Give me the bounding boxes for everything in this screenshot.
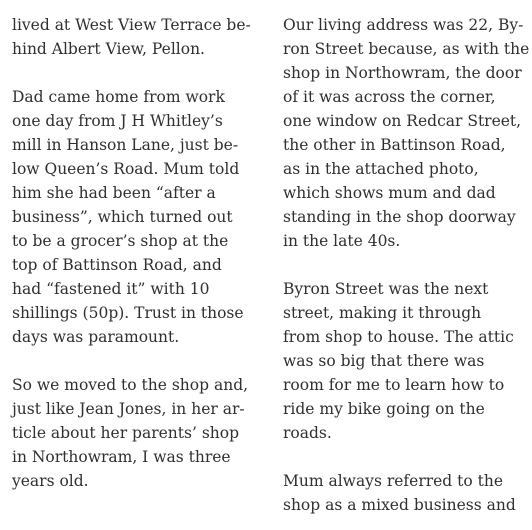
paragraph	[283, 13, 530, 253]
text-line: Dad came home from work	[12, 88, 225, 106]
text-line: ticle about her parents’ shop	[12, 424, 240, 442]
text-line: as in the attached photo,	[283, 160, 479, 178]
right-column	[283, 13, 530, 530]
text-line: years old.	[12, 472, 89, 490]
text-line: room for me to learn how to	[283, 376, 505, 394]
paragraph	[12, 373, 256, 493]
text-line: in the late 40s.	[283, 232, 401, 250]
text-line: shop in Northowram, the door	[283, 64, 522, 82]
paragraph	[12, 85, 256, 349]
text-line: just like Jean Jones, in her ar-	[12, 400, 245, 418]
text-line: one window on Redcar Street,	[283, 112, 522, 130]
text-line: street, making it through	[283, 304, 482, 322]
text-line: days was paramount.	[12, 328, 180, 346]
text-line: Mum always referred to the	[283, 472, 504, 490]
text-line: in Northowram, I was three	[12, 448, 231, 466]
text-line: the other in Battinson Road,	[283, 136, 506, 154]
left-column	[12, 13, 256, 517]
text-line: shop as a mixed business and	[283, 496, 516, 514]
text-line: So we moved to the shop and,	[12, 376, 249, 394]
text-line: one day from J H Whitley’s	[12, 112, 223, 130]
paragraph	[283, 469, 527, 517]
paragraph	[283, 277, 527, 445]
text-line: shillings (50p). Trust in those	[12, 304, 244, 322]
text-line: hind Albert View, Pellon.	[12, 40, 205, 58]
text-line: standing in the shop doorway	[283, 208, 516, 226]
paragraph	[12, 13, 256, 61]
text-line: roads.	[283, 424, 332, 442]
text-line: to be a grocer’s shop at the	[12, 232, 229, 250]
text-line: lived at West View Terrace be-	[12, 16, 251, 34]
text-line: ride my bike going on the	[283, 400, 485, 418]
text-line: Our living address was 22, By-	[283, 16, 524, 34]
text-line: him she had been “after a	[12, 184, 216, 202]
text-line: top of Battinson Road, and	[12, 256, 222, 274]
text-line: low Queen’s Road. Mum told	[12, 160, 240, 178]
text-line: mill in Hanson Lane, just be-	[12, 136, 239, 154]
text-line: from shop to house. The attic	[283, 328, 514, 346]
text-line: had “fastened it” with 10	[12, 280, 210, 298]
text-line: which shows mum and dad	[283, 184, 496, 202]
text-line: Byron Street was the next	[283, 280, 489, 298]
text-line: ron Street because, as with the	[283, 40, 530, 58]
text-line: business”, which turned out	[12, 208, 233, 226]
text-line: was so big that there was	[283, 352, 485, 370]
text-line: of it was across the corner,	[283, 88, 496, 106]
